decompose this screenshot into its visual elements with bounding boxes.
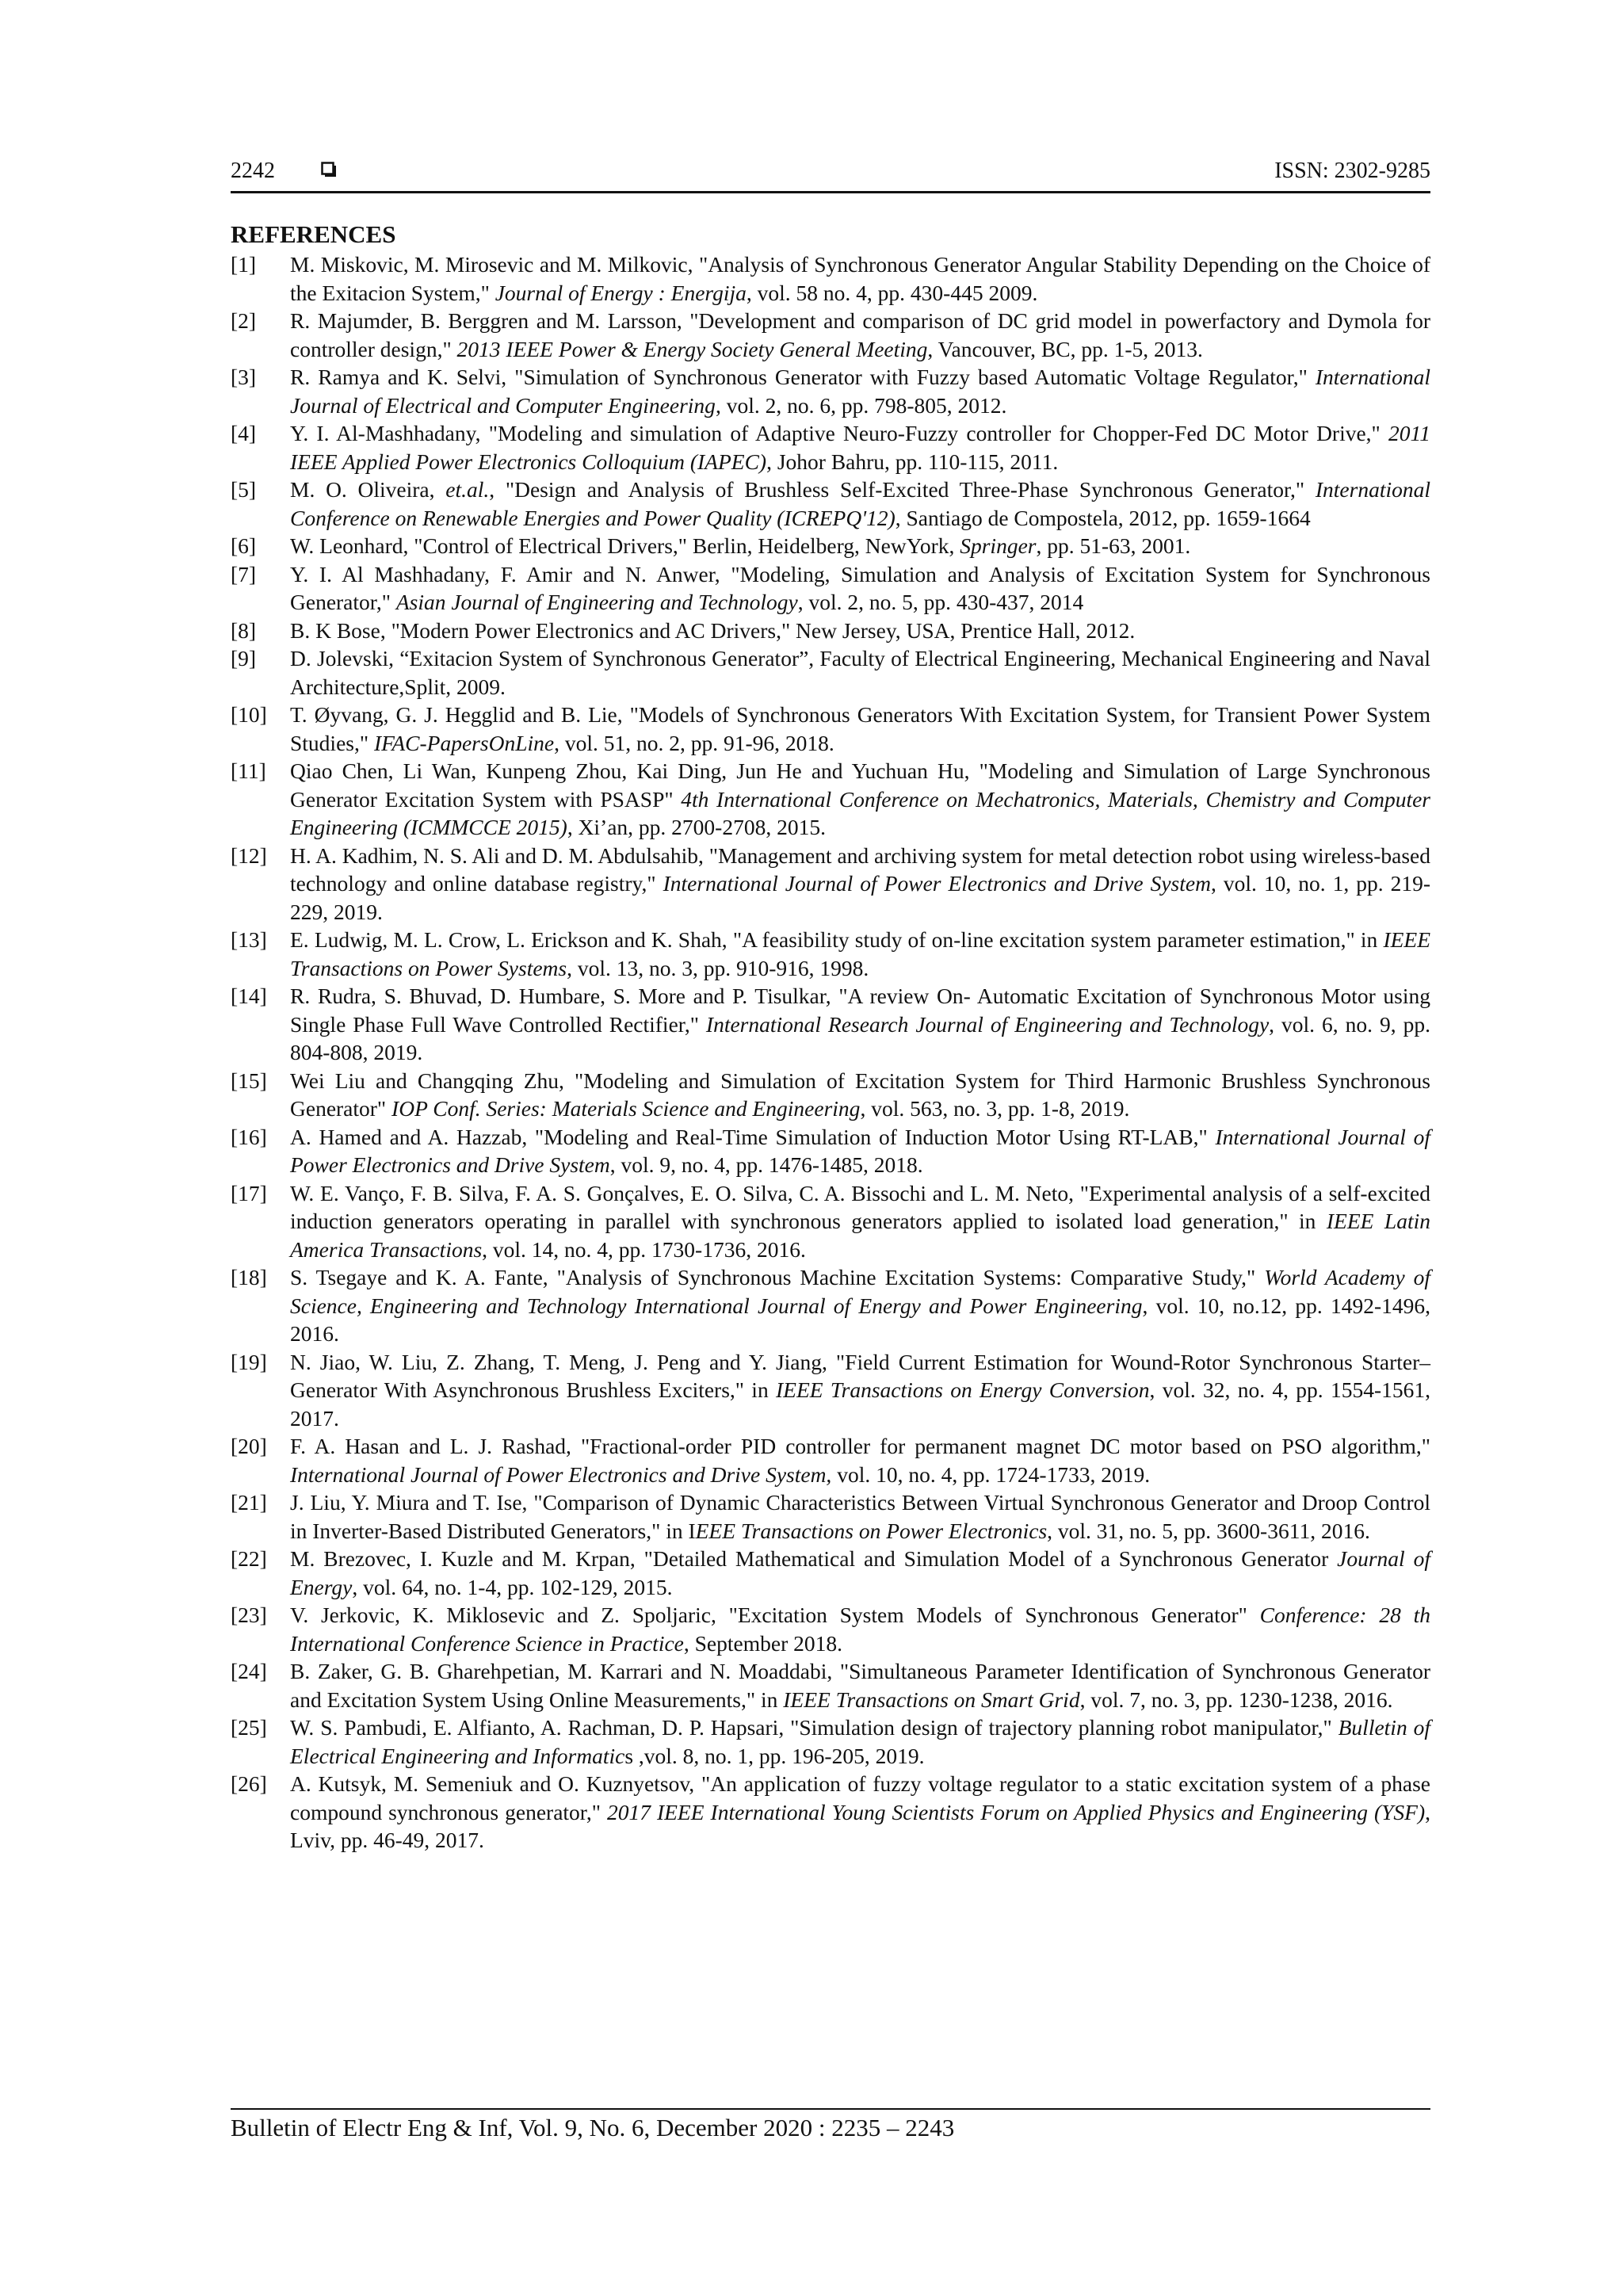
reference-number: [6] bbox=[231, 533, 257, 558]
reference-number: [4] bbox=[231, 421, 257, 445]
reference-segment: , vol. 32, no. 4, pp. 1554-1561, 2017. bbox=[290, 1377, 1430, 1431]
reference-item bbox=[231, 532, 1430, 560]
reference-segment: V. Jerkovic, K. Miklosevic and Z. Spoljaric, "Excitation System Models of Synchronous Generator" bbox=[290, 1603, 1260, 1627]
reference-venue: International Journal of Power Electronics and Drive System bbox=[663, 871, 1211, 896]
reference-venue: Journal of Energy bbox=[290, 1546, 1430, 1599]
reference-segment: , vol. 6, no. 9, pp. 804-808, 2019. bbox=[290, 1011, 1430, 1064]
reference-item bbox=[231, 1713, 1430, 1770]
reference-number: [10] bbox=[231, 702, 267, 727]
reference-text bbox=[290, 926, 1430, 982]
reference-segment: M. Miskovic, M. Mirosevic and M. Milkovic, "Analysis of Synchronous Generator Angular Stability Depending on the Choice of the Exitacion System," bbox=[290, 252, 1430, 305]
reference-segment: , vol. 563, no. 3, pp. 1-8, 2019. bbox=[860, 1096, 1130, 1121]
reference-item bbox=[231, 1488, 1430, 1545]
reference-item bbox=[231, 1067, 1430, 1123]
reference-segment: J. Liu, Y. Miura and T. Ise, "Comparison of Dynamic Characteristics Between Virtual Synchronous Generator and Droop Control in Inverter-Based Distributed Generators," in I bbox=[290, 1490, 1430, 1543]
reference-item bbox=[231, 617, 1430, 645]
reference-segment: T. Øyvang, G. J. Hegglid and B. Lie, "Models of Synchronous Generators With Excitation System, for Transient Power System Studies," bbox=[290, 702, 1430, 755]
reference-segment: W. S. Pambudi, E. Alfianto, A. Rachman, D. P. Hapsari, "Simulation design of trajectory planning robot manipulator," bbox=[290, 1715, 1338, 1740]
reference-segment: , Johor Bahru, pp. 110-115, 2011. bbox=[766, 449, 1059, 474]
reference-number: [12] bbox=[231, 842, 267, 868]
reference-text bbox=[290, 1713, 1430, 1770]
reference-item bbox=[231, 926, 1430, 982]
reference-item bbox=[231, 419, 1430, 476]
reference-number: [24] bbox=[231, 1659, 267, 1683]
reference-text bbox=[290, 757, 1430, 842]
reference-segment: Qiao Chen, Li Wan, Kunpeng Zhou, Kai Ding, Jun He and Yuchuan Hu, "Modeling and Simulation of Large Synchronous Generator Excitation System with PSASP" bbox=[290, 758, 1430, 812]
reference-segment: Y. I. Al Mashhadany, F. Amir and N. Anwer, "Modeling, Simulation and Analysis of Excitation System for Synchronous Generator," bbox=[290, 561, 1430, 614]
reference-venue: International Journal of Power Electronics and Drive System, bbox=[290, 1461, 832, 1487]
reference-number: [21] bbox=[231, 1490, 267, 1515]
reference-venue: 4th International Conference on Mechatronics, Materials, Chemistry and Computer Engineering (ICMMCCE 2015) bbox=[290, 786, 1431, 839]
reference-segment: A. Hamed and A. Hazzab, "Modeling and Real-Time Simulation of Induction Motor Using RT-LAB," bbox=[290, 1124, 1216, 1149]
footer-rule bbox=[231, 2108, 1430, 2110]
reference-segment: A. Kutsyk, M. Semeniuk and O. Kuznyetsov, "An application of fuzzy voltage regulator to a static excitation system of a phase compound synchronous generator," bbox=[290, 1771, 1430, 1824]
reference-venue: IFAC-PapersOnLine bbox=[373, 730, 555, 755]
reference-text bbox=[290, 250, 1430, 307]
reference-venue: IEEE Transactions on Energy Conversion bbox=[776, 1377, 1150, 1402]
reference-venue: EEE Transactions on Power Electronics bbox=[695, 1518, 1048, 1543]
reference-number: [20] bbox=[231, 1434, 267, 1458]
reference-item bbox=[231, 560, 1430, 617]
reference-segment: Wei Liu and Changqing Zhu, "Modeling and Simulation of Excitation System for Third Harmonic Brushless Synchronous Generator" bbox=[290, 1068, 1430, 1121]
reference-item bbox=[231, 250, 1430, 307]
header-rule bbox=[231, 191, 1430, 193]
reference-text bbox=[290, 419, 1430, 476]
reference-item bbox=[231, 1263, 1430, 1348]
reference-text bbox=[290, 307, 1430, 363]
reference-segment: , Lviv, pp. 46-49, 2017. bbox=[290, 1799, 1431, 1852]
reference-item bbox=[231, 982, 1430, 1067]
reference-text bbox=[290, 644, 1430, 701]
reference-item bbox=[231, 842, 1430, 926]
reference-segment: D. Jolevski, “Exitacion System of Synchronous Generator”, Faculty of Electrical Engineering, Mechanical Engineering and Naval Architecture,Split, 2009. bbox=[290, 646, 1430, 699]
reference-segment: , vol. 10, no. 1, pp. 219-229, 2019. bbox=[290, 871, 1430, 924]
reference-segment: , pp. 51-63, 2001. bbox=[1036, 533, 1191, 558]
page-number: 2242 bbox=[231, 159, 275, 183]
reference-list bbox=[231, 250, 1430, 1855]
reference-text bbox=[290, 1067, 1430, 1123]
reference-venue: Journal of Energy : Energija bbox=[495, 280, 747, 305]
page-header bbox=[231, 157, 1430, 185]
reference-venue: IEEE Transactions on Smart Grid bbox=[783, 1687, 1080, 1712]
reference-number: [25] bbox=[231, 1715, 267, 1740]
reference-item bbox=[231, 1432, 1430, 1488]
reference-venue: Springer bbox=[960, 533, 1037, 558]
reference-number: [11] bbox=[231, 758, 266, 783]
reference-segment: , "Design and Analysis of Brushless Self-Excited Three-Phase Synchronous Generator," bbox=[489, 477, 1316, 502]
reference-segment: R. Majumder, B. Berggren and M. Larsson, "Development and comparison of DC grid model in powerfactory and Dymola for controller design," bbox=[290, 308, 1430, 361]
reference-item bbox=[231, 1348, 1430, 1433]
reference-text bbox=[290, 982, 1430, 1067]
reference-item bbox=[231, 1601, 1430, 1657]
reference-text bbox=[290, 1179, 1430, 1264]
reference-number: [13] bbox=[231, 927, 267, 952]
reference-segment: S. Tsegaye and K. A. Fante, "Analysis of Synchronous Machine Excitation Systems: Comparative Study," bbox=[290, 1265, 1265, 1289]
reference-segment: N. Jiao, W. Liu, Z. Zhang, T. Meng, J. Peng and Y. Jiang, "Field Current Estimation for Wound-Rotor Synchronous Starter–Generator With Asynchronous Brushless Exciters," in bbox=[290, 1349, 1430, 1402]
reference-number: [22] bbox=[231, 1546, 267, 1571]
reference-text bbox=[290, 1488, 1430, 1545]
reference-segment: , Santiago de Compostela, 2012, pp. 1659-1664 bbox=[895, 505, 1311, 530]
reference-segment: , Vancouver, BC, pp. 1-5, 2013. bbox=[927, 336, 1203, 361]
reference-text bbox=[290, 1601, 1430, 1657]
reference-number: [19] bbox=[231, 1349, 267, 1374]
reference-item bbox=[231, 307, 1430, 363]
reference-segment: , vol. 51, no. 2, pp. 91-96, 2018. bbox=[554, 730, 834, 755]
reference-segment: , vol. 58 no. 4, pp. 430-445 2009. bbox=[746, 280, 1038, 305]
reference-number: [23] bbox=[231, 1603, 267, 1627]
reference-segment: B. Zaker, G. B. Gharehpetian, M. Karrari and N. Moaddabi, "Simultaneous Parameter Identification of Synchronous Generator and Excitation System Using Online Measurements," in bbox=[290, 1659, 1430, 1712]
reference-segment: , vol. 2, no. 6, pp. 798-805, 2012. bbox=[715, 392, 1007, 418]
reference-text bbox=[290, 476, 1430, 532]
reference-venue: 2011 IEEE Applied Power Electronics Colloquium (IAPEC) bbox=[290, 421, 1430, 474]
reference-text bbox=[290, 842, 1430, 926]
page-footer: Bulletin of Electr Eng & Inf, Vol. 9, No. 6, December 2020 : 2235 – 2243 bbox=[231, 2114, 955, 2141]
reference-segment: Y. I. Al-Mashhadany, "Modeling and simulation of Adaptive Neuro-Fuzzy controller for Chopper-Fed DC Motor Drive," bbox=[290, 421, 1389, 445]
reference-segment: , vol. 14, no. 4, pp. 1730-1736, 2016. bbox=[482, 1236, 806, 1262]
reference-text bbox=[290, 701, 1430, 757]
reference-number: [16] bbox=[231, 1124, 267, 1149]
reference-text bbox=[290, 1123, 1430, 1179]
reference-segment: , Xi’an, pp. 2700-2708, 2015. bbox=[567, 815, 826, 839]
reference-number: [17] bbox=[231, 1180, 267, 1205]
reference-segment: , September 2018. bbox=[683, 1630, 842, 1656]
reference-segment: , vol. 64, no. 1-4, pp. 102-129, 2015. bbox=[352, 1574, 673, 1599]
reference-venue: IEEE Transactions on Power Systems bbox=[290, 927, 1430, 980]
reference-segment: vol. 10, no. 4, pp. 1724-1733, 2019. bbox=[831, 1461, 1151, 1487]
reference-segment: , vol. 31, no. 5, pp. 3600-3611, 2016. bbox=[1047, 1518, 1370, 1543]
reference-venue: Bulletin of Electrical Engineering and Informatic bbox=[290, 1715, 1430, 1768]
reference-item bbox=[231, 1657, 1430, 1713]
reference-number: [15] bbox=[231, 1068, 267, 1093]
reference-text bbox=[290, 1657, 1430, 1713]
reference-venue: International Journal of Electrical and Computer Engineering bbox=[290, 365, 1430, 418]
reference-segment: R. Ramya and K. Selvi, "Simulation of Synchronous Generator with Fuzzy based Automatic Voltage Regulator," bbox=[290, 365, 1316, 389]
reference-segment: M. Brezovec, I. Kuzle and M. Krpan, "Detailed Mathematical and Simulation Model of a Synchronous Generator bbox=[290, 1546, 1338, 1571]
reference-venue: 2013 IEEE Power & Energy Society General Meeting bbox=[456, 336, 928, 361]
reference-text bbox=[290, 1263, 1430, 1348]
reference-segment: , vol. 13, no. 3, pp. 910-916, 1998. bbox=[567, 955, 869, 980]
reference-item bbox=[231, 1179, 1430, 1264]
reference-segment: W. E. Vanço, F. B. Silva, F. A. S. Gonçalves, E. O. Silva, C. A. Bissochi and L. M. Neto, "Experimental analysis of a self-excited induction generators operating in parallel with synchronous generators applied to isolated load generation," in bbox=[290, 1180, 1430, 1233]
reference-segment: s ,vol. 8, no. 1, pp. 196-205, 2019. bbox=[624, 1743, 925, 1768]
reference-number: [2] bbox=[231, 308, 257, 333]
reference-item bbox=[231, 363, 1430, 419]
reference-segment: , vol. 10, no.12, pp. 1492-1496, 2016. bbox=[290, 1293, 1430, 1346]
reference-venue: Conference: 28 th International Conference Science in Practice bbox=[290, 1603, 1430, 1656]
reference-number: [3] bbox=[231, 365, 257, 389]
reference-venue: et.al. bbox=[445, 477, 490, 502]
reference-venue: International Journal of Power Electronics and Drive System bbox=[290, 1124, 1430, 1177]
reference-item bbox=[231, 1545, 1430, 1601]
reference-number: [7] bbox=[231, 561, 257, 586]
reference-venue: 2017 IEEE International Young Scientists Forum on Applied Physics and Engineering (YSF) bbox=[606, 1799, 1426, 1824]
reference-venue: IOP Conf. Series: Materials Science and Engineering bbox=[391, 1096, 861, 1121]
reference-venue: International Conference on Renewable Energies and Power Quality (ICREPQ'12) bbox=[290, 477, 1430, 530]
reference-text bbox=[290, 1545, 1430, 1601]
reference-segment: F. A. Hasan and L. J. Rashad, "Fractional-order PID controller for permanent magnet DC motor based on PSO algorithm," bbox=[290, 1434, 1430, 1458]
reference-text bbox=[290, 1348, 1430, 1433]
reference-segment: , vol. 2, no. 5, pp. 430-437, 2014 bbox=[797, 590, 1084, 614]
reference-segment: , vol. 7, no. 3, pp. 1230-1238, 2016. bbox=[1079, 1687, 1393, 1712]
reference-segment: H. A. Kadhim, N. S. Ali and D. M. Abdulsahib, "Management and archiving system for metal detection robot using wireless-based technology and online database registry," bbox=[290, 842, 1430, 896]
box-bullet-icon bbox=[321, 162, 337, 178]
reference-venue: International Research Journal of Engineering and Technology bbox=[705, 1011, 1270, 1037]
reference-venue: Asian Journal of Engineering and Technology bbox=[395, 590, 798, 614]
reference-segment: R. Rudra, S. Bhuvad, D. Humbare, S. More and P. Tisulkar, "A review On- Automatic Excitation of Synchronous Motor using Single Phase Full Wave Controlled Rectifier," bbox=[290, 984, 1430, 1037]
references-heading: REFERENCES bbox=[231, 220, 396, 248]
reference-segment: M. O. Oliveira, bbox=[290, 477, 446, 502]
reference-number: [9] bbox=[231, 646, 257, 670]
reference-segment: W. Leonhard, "Control of Electrical Drivers," Berlin, Heidelberg, NewYork, bbox=[290, 533, 960, 558]
reference-number: [8] bbox=[231, 617, 257, 643]
reference-venue: World Academy of Science, Engineering and Technology International Journal of Energy and Power Engineering bbox=[290, 1265, 1430, 1318]
reference-text bbox=[290, 560, 1430, 617]
reference-text bbox=[290, 363, 1430, 419]
reference-number: [5] bbox=[231, 477, 257, 502]
reference-segment: B. K Bose, "Modern Power Electronics and AC Drivers," New Jersey, USA, Prentice Hall, 2012. bbox=[290, 617, 1136, 643]
reference-text bbox=[290, 617, 1430, 645]
reference-number: [18] bbox=[231, 1265, 267, 1289]
reference-text bbox=[290, 1432, 1430, 1488]
reference-item bbox=[231, 1123, 1430, 1179]
reference-item bbox=[231, 644, 1430, 701]
reference-venue: IEEE Latin America Transactions bbox=[290, 1209, 1430, 1262]
reference-text bbox=[290, 532, 1430, 560]
reference-segment: , vol. 9, no. 4, pp. 1476-1485, 2018. bbox=[609, 1152, 923, 1177]
reference-text bbox=[290, 1770, 1430, 1855]
reference-item bbox=[231, 701, 1430, 757]
reference-item bbox=[231, 757, 1430, 842]
reference-number: [26] bbox=[231, 1771, 267, 1796]
issn: ISSN: 2302-9285 bbox=[1274, 159, 1430, 183]
reference-item bbox=[231, 476, 1430, 532]
reference-segment: E. Ludwig, M. L. Crow, L. Erickson and K. Shah, "A feasibility study of on-line excitation system parameter estimation," in bbox=[290, 927, 1384, 952]
reference-number: [1] bbox=[231, 252, 257, 277]
reference-number: [14] bbox=[231, 984, 267, 1008]
reference-item bbox=[231, 1770, 1430, 1855]
